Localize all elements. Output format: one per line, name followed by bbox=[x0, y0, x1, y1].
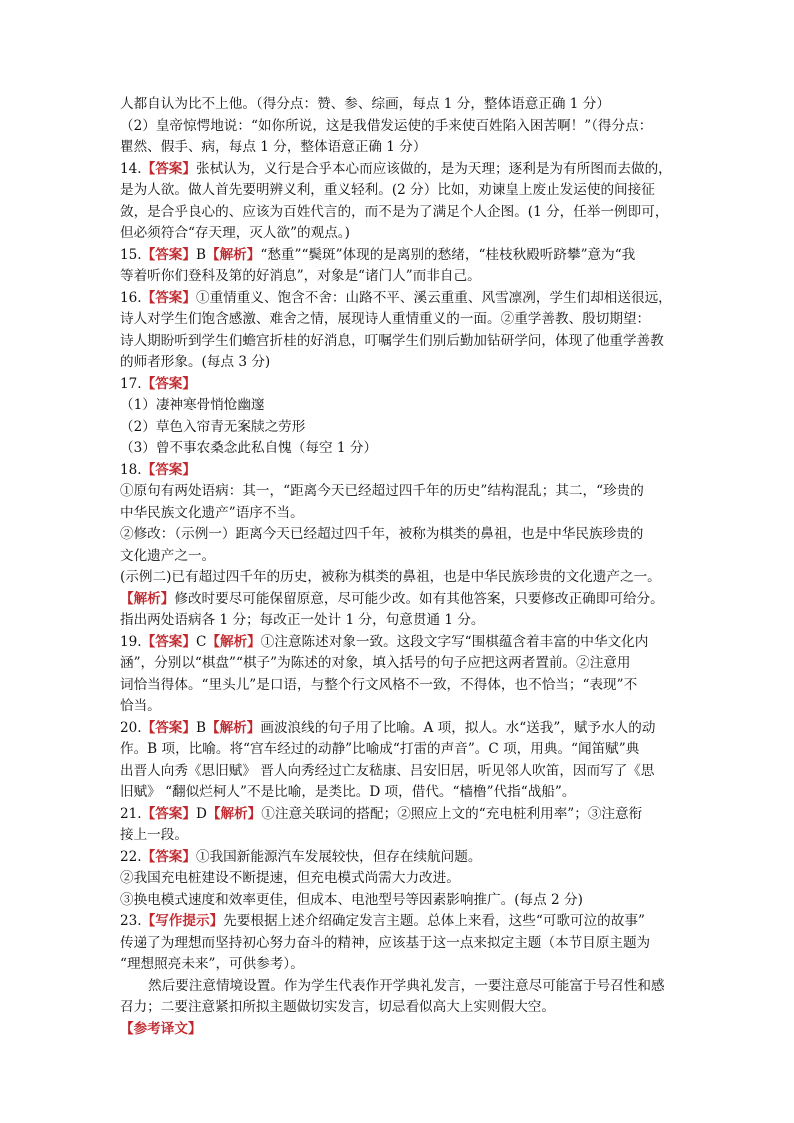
text-line bbox=[120, 137, 676, 159]
text-line bbox=[120, 825, 676, 847]
text-segment: （3）曾不事农桑念此私自愧（每空 1 分） bbox=[120, 440, 378, 456]
text-line bbox=[120, 739, 676, 761]
text-line bbox=[120, 911, 676, 933]
text-line bbox=[120, 374, 676, 396]
text-segment: ①注意关联词的搭配；②照应上文的“充电桩利用率”；③注意衔 bbox=[261, 805, 643, 822]
text-segment: 中华民族文化遗产”语序不当。 bbox=[120, 504, 304, 521]
text-segment: 21. bbox=[120, 805, 142, 822]
text-line bbox=[120, 675, 676, 697]
label-tag: 【答案】 bbox=[141, 719, 196, 736]
text-line bbox=[120, 976, 676, 998]
text-line bbox=[120, 589, 676, 611]
text-segment: 恰当。 bbox=[120, 698, 161, 714]
text-segment: 人都自认为比不上他。（得分点：赞、参、综画，每点 1 分，整体语意正确 1 分） bbox=[120, 96, 610, 112]
text-segment: ②我国充电桩建设不断提速，但充电模式尚需大力改进。 bbox=[120, 870, 460, 886]
text-line bbox=[120, 159, 676, 181]
text-segment: （2）草色入帘青无案牍之劳形 bbox=[120, 418, 306, 435]
text-line bbox=[120, 890, 676, 912]
text-segment: 18. bbox=[120, 461, 142, 478]
text-line bbox=[120, 395, 676, 417]
text-line bbox=[120, 309, 676, 331]
text-line bbox=[120, 782, 676, 804]
text-segment: 张栻认为，义行是合乎本心而应该做的，是为天理；逐利是为有所图而去做的， bbox=[196, 160, 672, 177]
label-tag: 【参考译文】 bbox=[120, 1020, 202, 1037]
text-line bbox=[120, 1019, 676, 1041]
text-line bbox=[120, 481, 676, 503]
text-segment: 是为人欲。做人首先要明辨义利，重义轻利。(2 分）比如，劝谏皇上废止发运使的间接征 bbox=[120, 182, 655, 198]
text-segment: (示例二)已有超过四千年的历史，被称为棋类的鼻祖，也是中华民族珍贵的文化遗产之一。 bbox=[120, 569, 661, 585]
text-segment: 修改时要尽可能保留原意，尽可能少改。如有其他答案，只要修改正确即可给分。 bbox=[174, 590, 664, 607]
text-segment: ①重情重义、饱含不舍：山路不平、溪云重重、风雪凛冽，学生们却相送很远， bbox=[196, 289, 672, 306]
answer-key-content bbox=[120, 94, 676, 1040]
label-tag: 【答案】 bbox=[141, 375, 196, 392]
text-line bbox=[120, 94, 676, 116]
text-segment: 瞿然、假手、病，每点 1 分，整体语意正确 1 分） bbox=[120, 139, 427, 155]
label-tag: 【解析】 bbox=[206, 805, 262, 822]
text-line bbox=[120, 460, 676, 482]
text-line bbox=[120, 610, 676, 632]
text-segment: 但必须符合“存天理，灭人欲”的观点。) bbox=[120, 225, 350, 241]
text-line bbox=[120, 438, 676, 460]
text-segment: ①原句有两处语病：其一，“距离今天已经超过四千年的历史”结构混乱；其二，“珍贵的 bbox=[120, 483, 644, 499]
label-tag: 【解析】 bbox=[120, 590, 175, 607]
text-line bbox=[120, 632, 676, 654]
text-line bbox=[120, 718, 676, 740]
text-line bbox=[120, 223, 676, 245]
text-segment: 诗人期盼听到学生们蟾宫折桂的好消息，叮嘱学生们别后勤加钻研学问，体现了他重学善教 bbox=[120, 332, 664, 349]
text-segment: 17. bbox=[120, 375, 142, 392]
text-segment: 画波浪线的句子用了比喻。A 项，拟人。水“送我”，赋予水人的动 bbox=[260, 719, 656, 736]
text-segment: 敛，是合乎良心的、应该为百姓代言的，而不是为了满足个人企图。(1 分，任举一例即可， bbox=[120, 203, 669, 220]
text-segment: 作。B 项，比喻。将“宫车经过的动静”比喻成“打雷的声音”。C 项，用典。“闻笛赋”典 bbox=[120, 741, 640, 757]
text-line bbox=[120, 653, 676, 675]
text-line bbox=[120, 954, 676, 976]
text-segment: 15. bbox=[120, 246, 142, 263]
text-line bbox=[120, 696, 676, 718]
text-line bbox=[120, 417, 676, 439]
text-segment: 指出两处语病各 1 分；每改正一处计 1 分，句意贯通 1 分。 bbox=[120, 612, 485, 628]
text-line bbox=[120, 567, 676, 589]
text-segment: 先要根据上述介绍确定发言主题。总体上来看，这些“可歌可泣的故事” bbox=[223, 913, 645, 929]
label-tag: 【答案】 bbox=[141, 289, 196, 306]
text-line bbox=[120, 868, 676, 890]
text-segment: 20. bbox=[120, 719, 142, 736]
text-segment: 传递了为理想而坚持初心努力奋斗的精神，应该基于这一点来拟定主题（本节目原主题为 bbox=[120, 934, 651, 951]
text-segment: （1）凄神寒骨悄怆幽邃 bbox=[120, 397, 265, 413]
text-line bbox=[120, 997, 676, 1019]
text-segment: 旧赋》 “翻似烂柯人”不是比喻，是类比。D 项，借代。“樯橹”代指“战船”。 bbox=[120, 784, 576, 800]
label-tag: 【解析】 bbox=[206, 246, 261, 263]
text-line bbox=[120, 180, 676, 202]
text-line bbox=[120, 245, 676, 267]
text-segment: 召力；二要注意紧扣所拟主题做切实发言，切忌看似高大上实则假大空。 bbox=[120, 999, 555, 1015]
text-segment: ②修改：（示例一）距离今天已经超过四千年，被称为棋类的鼻祖，也是中华民族珍贵的 bbox=[120, 526, 644, 542]
label-tag: 【答案】 bbox=[141, 160, 196, 177]
text-segment: ①注意陈述对象一致。这段文字写“围棋蕴含着丰富的中华文化内 bbox=[260, 633, 649, 650]
text-line bbox=[120, 847, 676, 869]
text-segment: “理想照亮未来”，可供参考）。 bbox=[120, 956, 304, 972]
text-segment: D bbox=[196, 805, 207, 822]
text-segment: 出晋人向秀《思旧赋》 晋人向秀经过亡友嵇康、吕安旧居，听见邻人吹笛，因而写了《思 bbox=[120, 762, 655, 779]
text-line bbox=[120, 933, 676, 955]
text-line bbox=[120, 266, 676, 288]
text-segment: 19. bbox=[120, 633, 142, 650]
label-tag: 【写作提示】 bbox=[141, 913, 224, 929]
text-segment: 等着听你们登科及第的好消息”，对象是“诸门人”而非自己。 bbox=[120, 268, 481, 284]
text-line bbox=[120, 116, 676, 138]
text-line bbox=[120, 202, 676, 224]
label-tag: 【答案】 bbox=[141, 633, 196, 650]
text-line bbox=[120, 524, 676, 546]
text-line bbox=[120, 503, 676, 525]
text-line bbox=[120, 352, 676, 374]
text-segment: （2）皇帝惊愕地说：“如你所说，这是我借发运使的手来使百姓陷入困苦啊！”（得分点： bbox=[120, 117, 653, 134]
text-line bbox=[120, 546, 676, 568]
text-segment: 词恰当得体。“里头儿”是口语，与整个行文风格不一致，不得体，也不恰当；“表现”不 bbox=[120, 676, 638, 693]
label-tag: 【答案】 bbox=[141, 461, 196, 478]
text-segment: B bbox=[196, 246, 206, 263]
text-segment: 诗人对学生们饱含感激、难舍之情，展现诗人重情重义的一面。②重学善教、殷切期望： bbox=[120, 311, 651, 327]
text-segment: B bbox=[196, 719, 206, 736]
text-segment: 的师者形象。(每点 3 分) bbox=[120, 354, 271, 370]
text-segment: 16. bbox=[120, 289, 142, 306]
text-segment: 文化遗产之一。 bbox=[120, 547, 216, 564]
text-line bbox=[120, 331, 676, 353]
text-line bbox=[120, 288, 676, 310]
label-tag: 【答案】 bbox=[141, 848, 196, 865]
text-segment: ①我国新能源汽车发展较快，但存在续航问题。 bbox=[196, 848, 482, 865]
text-segment: 接上一段。 bbox=[120, 827, 188, 843]
label-tag: 【解析】 bbox=[206, 719, 261, 736]
text-segment: C bbox=[196, 633, 207, 650]
text-segment: ③换电模式速度和效率更佳，但成本、电池型号等因素影响推广。(每点 2 分) bbox=[120, 891, 583, 908]
text-segment: 14. bbox=[120, 160, 142, 177]
text-segment: 然后要注意情境设置。作为学生代表作开学典礼发言，一要注意尽可能富于号召性和感 bbox=[148, 977, 665, 994]
text-segment: 涵”，分别以“棋盘”“棋子”为陈述的对象，填入括号的句子应把这两者置前。②注意用 bbox=[120, 655, 631, 671]
label-tag: 【答案】 bbox=[141, 246, 196, 263]
label-tag: 【解析】 bbox=[206, 633, 261, 650]
label-tag: 【答案】 bbox=[141, 805, 196, 822]
text-segment: 22. bbox=[120, 848, 142, 865]
text-segment: 23. bbox=[120, 913, 142, 929]
text-line bbox=[120, 804, 676, 826]
text-line bbox=[120, 761, 676, 783]
text-segment: “愁重”“鬓斑”体现的是离别的愁绪，“桂枝秋殿听跻攀”意为“我 bbox=[260, 246, 636, 263]
